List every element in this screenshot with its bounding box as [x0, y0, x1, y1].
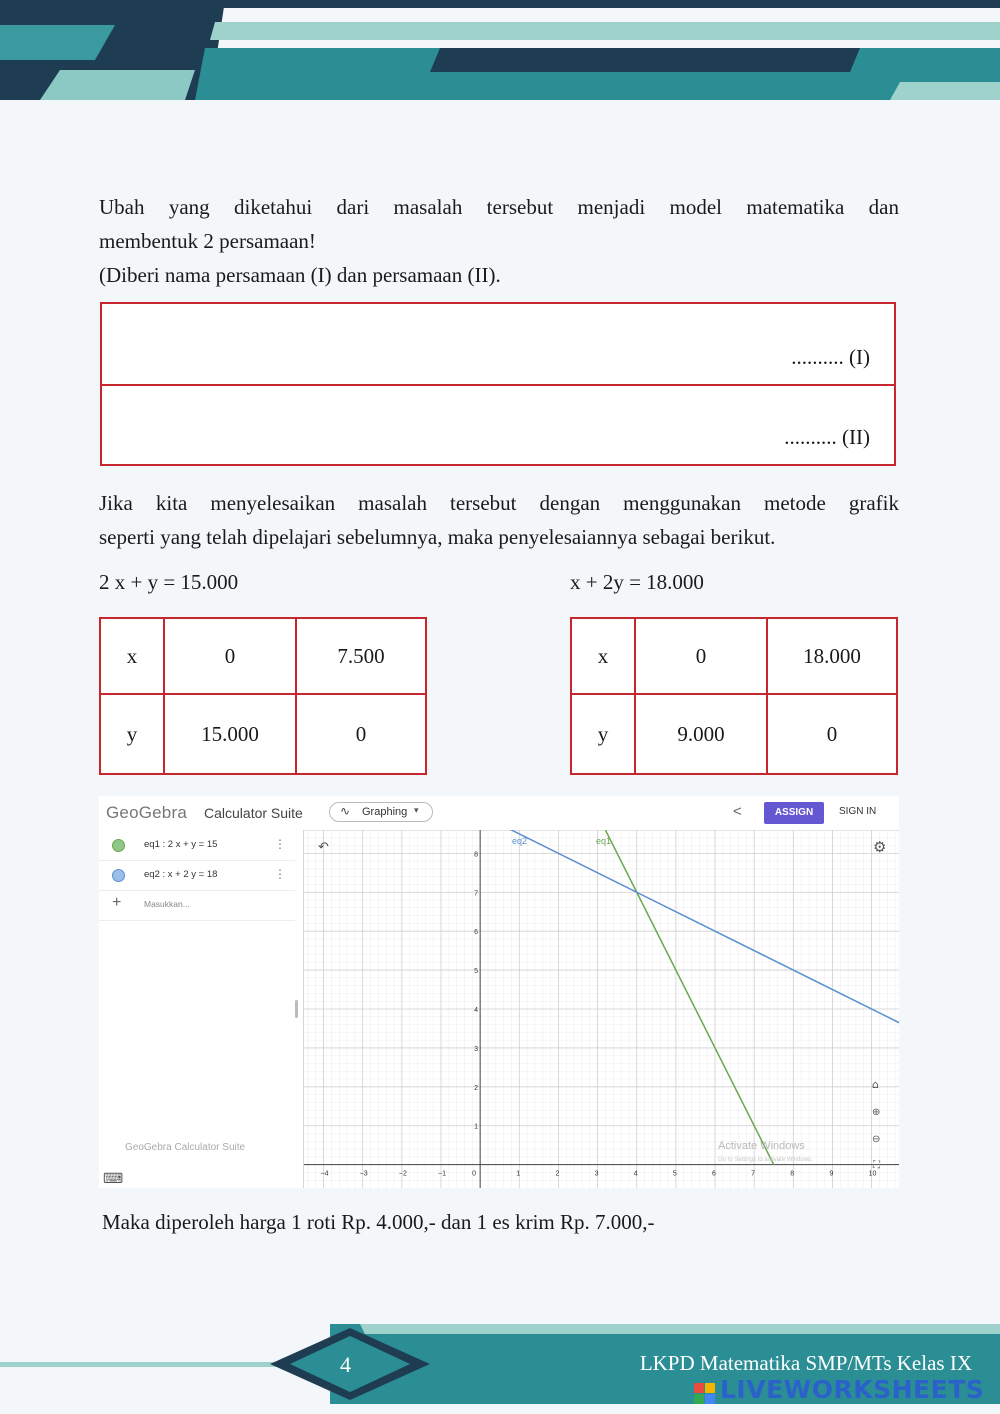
eq1-expression[interactable]: eq1 : 2 x + y = 15: [144, 839, 218, 850]
zoom-out-icon[interactable]: ⊖: [872, 1134, 881, 1145]
table-cell: y: [571, 694, 635, 774]
table-cell: 0: [164, 618, 296, 694]
equation-label-2: .......... (II): [784, 425, 870, 449]
table-row: [100, 694, 426, 774]
header-banner: [0, 0, 1000, 110]
plus-icon[interactable]: +: [112, 894, 122, 911]
graph-mode-icon: ∿: [340, 804, 351, 818]
table-cell: 0: [296, 694, 426, 774]
y-tick-label: 5: [474, 968, 479, 976]
x-tick-label: 4: [633, 1170, 638, 1178]
table-cell: 15.000: [164, 694, 296, 774]
method-line-2: seperti yang telah dipelajari sebelumnya, maka penyelesaiannya sebagai berikut.: [99, 525, 776, 549]
zoom-in-icon[interactable]: ⊕: [872, 1107, 881, 1118]
assign-button[interactable]: ASSIGN: [764, 802, 824, 824]
x-tick-label: 3: [594, 1170, 599, 1178]
table-cell: y: [100, 694, 164, 774]
intro-line-2: membentuk 2 persamaan!: [99, 229, 316, 253]
y-tick-label: 4: [474, 1007, 479, 1014]
algebra-row-eq1[interactable]: [99, 830, 295, 861]
eq2-line-label: eq2: [512, 836, 528, 846]
liveworksheets-logo: [694, 1375, 994, 1411]
table1-title: 2 x + y = 15.000: [99, 570, 239, 594]
fullscreen-icon[interactable]: ⛶: [873, 1160, 880, 1171]
chevron-down-icon: ▾: [414, 805, 419, 815]
mode-dropdown[interactable]: [329, 802, 433, 822]
y-tick-label: 2: [474, 1084, 479, 1092]
answer-row-2[interactable]: [102, 384, 894, 464]
x-tick-label: 1: [516, 1170, 521, 1178]
answer-box: [100, 302, 896, 466]
intro-line-1: Ubah yang diketahui dari masalah tersebut menjadi model matematika dan: [99, 195, 899, 219]
geogebra-screenshot: [99, 796, 899, 1188]
table-cell: x: [100, 618, 164, 694]
footer-title: LKPD Matematika SMP/MTs Kelas IX: [639, 1351, 972, 1375]
app-title: Calculator Suite: [204, 805, 303, 821]
page-number: 4: [340, 1352, 351, 1377]
liveworksheets-text: LIVEWORKSHEETS: [720, 1375, 985, 1404]
table-cell: 9.000: [635, 694, 767, 774]
table-cell: x: [571, 618, 635, 694]
sign-in-button[interactable]: SIGN IN: [839, 806, 877, 817]
table-cell: 7.500: [296, 618, 426, 694]
panel-resize-handle[interactable]: [295, 1000, 298, 1018]
x-tick-label: 10: [868, 1170, 877, 1178]
x-tick-label: −1: [438, 1170, 446, 1178]
share-icon[interactable]: <: [733, 803, 742, 820]
algebra-input-row[interactable]: [99, 890, 295, 921]
y-tick-label: 1: [474, 1123, 479, 1131]
gear-icon[interactable]: ⚙: [873, 838, 887, 856]
major-gridlines: [304, 830, 899, 1188]
x-tick-label: 5: [672, 1170, 677, 1178]
keyboard-icon[interactable]: ⌨: [103, 1170, 124, 1186]
more-options-icon[interactable]: ⋮: [274, 837, 286, 851]
table-row: [100, 618, 426, 694]
geogebra-logo: GeoGebra: [106, 803, 187, 822]
undo-icon[interactable]: ↶: [318, 840, 329, 855]
intro-line-3: (Diberi nama persamaan (I) dan persamaan (II).: [99, 263, 501, 287]
mode-label: Graphing: [362, 806, 408, 818]
intro-text: [99, 190, 899, 292]
geogebra-toolbar: [99, 796, 899, 831]
home-icon[interactable]: ⌂: [872, 1078, 879, 1091]
table-cell: 18.000: [767, 618, 897, 694]
algebra-row-eq2[interactable]: [99, 860, 295, 891]
graphing-view[interactable]: [304, 830, 899, 1188]
activate-windows-watermark: Activate Windows: [718, 1140, 805, 1152]
x-tick-label: 0: [472, 1170, 477, 1178]
y-tick-label: 6: [474, 929, 479, 937]
conclusion-text: Maka diperoleh harga 1 roti Rp. 4.000,- dan 1 es krim Rp. 7.000,-: [102, 1210, 655, 1234]
table-cell: 0: [767, 694, 897, 774]
y-tick-label: 3: [474, 1045, 479, 1053]
x-tick-label: −4: [320, 1170, 329, 1178]
x-tick-label: 6: [712, 1170, 716, 1178]
value-table-1: [99, 617, 427, 775]
x-tick-label: 8: [790, 1170, 795, 1178]
x-tick-label: 2: [555, 1170, 560, 1178]
method-text: [99, 486, 899, 554]
eq1-line-label: eq1: [596, 836, 612, 846]
eq2-expression[interactable]: eq2 : x + 2 y = 18: [144, 869, 218, 880]
equation-label-1: .......... (I): [791, 345, 870, 369]
table2-title: x + 2y = 18.000: [570, 570, 704, 594]
activate-windows-subtext: Go to Settings to activate Windows.: [718, 1157, 813, 1163]
table-cell: 0: [635, 618, 767, 694]
eq2-visibility-toggle[interactable]: [112, 869, 125, 882]
table-row: [571, 618, 897, 694]
liveworksheets-icon: [694, 1383, 716, 1405]
x-tick-label: −3: [359, 1170, 368, 1178]
x-tick-label: 7: [751, 1170, 756, 1178]
more-options-icon[interactable]: ⋮: [274, 867, 286, 881]
x-tick-label: 9: [829, 1170, 834, 1178]
geogebra-footer: GeoGebra Calculator Suite: [125, 1142, 246, 1153]
y-tick-label: 7: [474, 890, 479, 898]
algebra-panel: [99, 830, 304, 1188]
value-table-2: [570, 617, 898, 775]
x-tick-label: −2: [398, 1170, 407, 1178]
algebra-input[interactable]: Masukkan...: [144, 899, 190, 909]
method-line-1: Jika kita menyelesaikan masalah tersebut dengan menggunakan metode grafik: [99, 491, 899, 515]
table-row: [571, 694, 897, 774]
answer-row-1[interactable]: [102, 304, 894, 386]
y-tick-label: 8: [474, 851, 479, 859]
eq1-visibility-toggle[interactable]: [112, 839, 125, 852]
